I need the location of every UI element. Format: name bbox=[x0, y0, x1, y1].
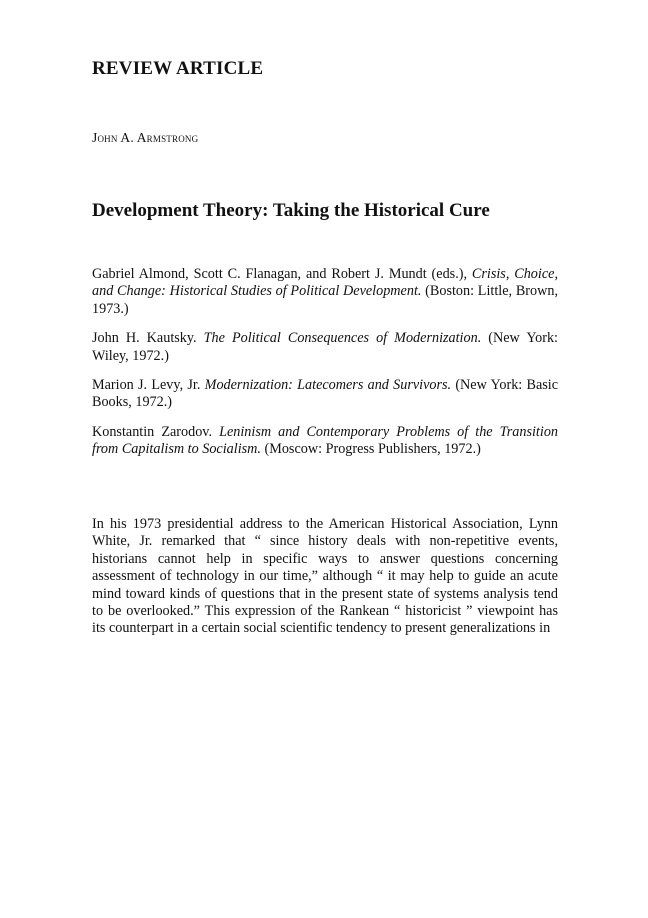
reviewed-books-list bbox=[92, 266, 558, 471]
book-author: Konstantin Zarodov. bbox=[92, 423, 220, 440]
book-citation bbox=[92, 424, 558, 459]
section-label: REVIEW ARTICLE bbox=[92, 58, 264, 79]
book-title: Modernization: Latecomers and Survivors. bbox=[204, 377, 452, 394]
book-citation bbox=[92, 377, 558, 412]
book-title: Crisis, Choice, and Change: Historical Studies of Political Development. bbox=[92, 266, 558, 300]
book-publisher: (New York: Wiley, 1972.) bbox=[92, 330, 558, 364]
book-title: The Political Consequences of Modernization. bbox=[203, 330, 482, 347]
book-publisher: (New York: Basic Books, 1972.) bbox=[92, 377, 558, 411]
book-publisher: (Moscow: Progress Publishers, 1972.) bbox=[260, 441, 481, 458]
book-author: Gabriel Almond, Scott C. Flanagan, and Robert J. Mundt (eds.), bbox=[92, 266, 472, 282]
article-title: Development Theory: Taking the Historical Cure bbox=[92, 200, 490, 221]
book-citation bbox=[92, 330, 558, 365]
book-author: Marion J. Levy, Jr. bbox=[92, 377, 205, 394]
book-author: John H. Kautsky. bbox=[92, 330, 204, 347]
author-name: John A. Armstrong bbox=[92, 130, 199, 145]
body-paragraph: In his 1973 presidential address to the American Historical Association, Lynn White, Jr. remarked that “ since history deals with non-repetitive events, historians cannot help in specific ways to answer questions concerning assessment of technology in our time,” although “ it may help to guide an acute mind toward kinds of questions that in the present state of systems analysis tend to be overlooked.” This expression of the Rankean “ historicist ” viewpoint has its counterpart in a certain social scientific tendency to present generalizations in bbox=[92, 516, 558, 637]
book-citation bbox=[92, 266, 558, 318]
book-publisher: (Boston: Little, Brown, 1973.) bbox=[92, 283, 558, 317]
book-title: Leninism and Contemporary Problems of the Transition from Capitalism to Socialism. bbox=[92, 423, 559, 458]
